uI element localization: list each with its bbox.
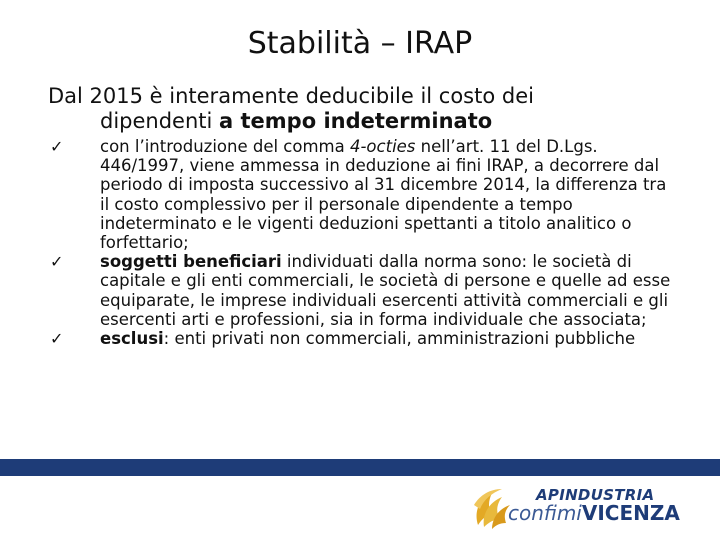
footer-bar: [0, 459, 720, 476]
logo-confimi: confimi: [508, 501, 582, 525]
lead-paragraph: [48, 84, 688, 134]
bullet-text: con l’introduzione del comma: [100, 137, 350, 156]
bullet-text: : enti privati non commerciali, amministrazioni pubbliche: [163, 329, 636, 349]
check-mark-icon: ✓: [50, 137, 64, 156]
slide-title: Stabilità – IRAP: [247, 26, 473, 61]
bullet-text: nell’art. 11 del D.Lgs. 446/1997, viene ammessa in deduzione ai fini IRAP, a decorrere dal periodo di imposta successivo al 31 dicembre 2014, la differenza tra il costo complessivo per il personale dipendente a tempo indeterminato e le vigenti deduzioni spettanti a titolo analitico o forfettario;: [100, 137, 667, 253]
lead-emphasis: a tempo indeterminato: [219, 109, 493, 133]
bullet-italic-term: 4-octies: [349, 137, 416, 156]
bullet-text: individuati dalla norma sono: le società di capitale e gli enti commerciali, le società di persone e quelle ad esse equiparate, le imprese individuali esercenti attività commerciali e gli esercenti arti e professioni, sia in forma individuale che associata;: [100, 252, 671, 329]
bullet-item-beneficiari: [0, 252, 680, 329]
lead-line-2: [48, 109, 688, 134]
logo-confimi-vicenza-text: [508, 501, 680, 525]
bullet-bold-term: esclusi: [100, 329, 164, 349]
lead-line-1: Dal 2015 è interamente deducibile il costo dei: [48, 84, 534, 108]
logo-vicenza: VICENZA: [581, 501, 680, 525]
bullet-item-esclusi: [0, 329, 680, 348]
check-mark-icon: ✓: [50, 252, 64, 272]
lead-line-2-text: dipendenti: [100, 109, 220, 133]
apindustria-logo: [470, 483, 690, 533]
bullet-list: [0, 137, 720, 348]
logo-apindustria-text: APINDUSTRIA: [536, 486, 655, 504]
check-mark-icon: ✓: [50, 329, 64, 349]
bullet-bold-term: soggetti beneficiari: [100, 252, 282, 272]
bullet-item-introduction: [0, 137, 680, 252]
